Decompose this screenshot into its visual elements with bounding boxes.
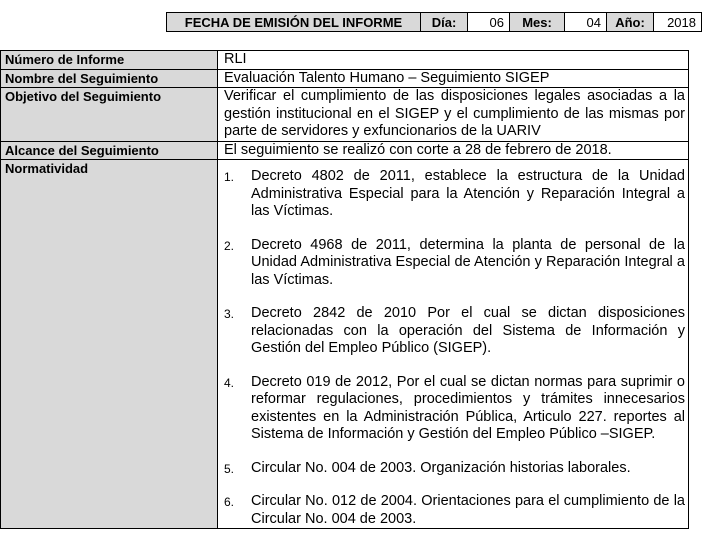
norms-cell — [218, 160, 689, 529]
objective-label: Objetivo del Seguimiento — [1, 88, 218, 142]
row-report-number — [1, 51, 689, 70]
norms-label: Normatividad — [1, 160, 218, 529]
month-label: Mes: — [510, 13, 565, 32]
day-value: 06 — [468, 13, 510, 32]
norm-number: 6. — [224, 495, 235, 509]
report-number-value: RLI — [218, 51, 689, 70]
norm-number: 1. — [224, 170, 235, 184]
day-label: Día: — [421, 13, 468, 32]
norm-number: 5. — [224, 461, 235, 476]
norm-item — [224, 305, 685, 358]
norm-text: Circular No. 012 de 2004. Orientaciones para el cumplimiento de la Circular No. 004 de 2003. — [251, 493, 685, 527]
year-label: Año: — [607, 13, 654, 32]
emission-date-title: FECHA DE EMISIÓN DEL INFORME — [167, 13, 421, 32]
month-value: 04 — [565, 13, 607, 32]
objective-value: Verificar el cumplimiento de las disposiciones legales asociadas a la gestión institucional en el SIGEP y el cumplimiento de las mismas por parte de servidores y exfuncionarios de la UARIV — [218, 88, 689, 142]
norm-item — [224, 493, 685, 528]
norm-number: 4. — [224, 375, 235, 390]
emission-date-strip — [166, 12, 702, 32]
followup-name-value: Evaluación Talento Humano – Seguimiento SIGEP — [218, 69, 689, 88]
followup-name-label: Nombre del Seguimiento — [1, 69, 218, 88]
scope-label: Alcance del Seguimiento — [1, 141, 218, 160]
norm-text: Decreto 2842 de 2010 Por el cual se dictan disposiciones relacionadas con la operación del Sistema de Información y Gestión del Empleo Público (SIGEP). — [251, 305, 685, 356]
norm-text: Decreto 019 de 2012, Por el cual se dictan normas para suprimir o reformar regulaciones, procedimientos y trámites innecesarios existentes en la Administración Pública, Articulo 227. reportes al Sistema de Información y Gestión del Empleo Público –SIGEP. — [251, 373, 685, 442]
norm-item — [224, 168, 685, 221]
norms-list — [224, 160, 685, 528]
row-norms — [1, 160, 689, 529]
norm-item — [224, 374, 685, 444]
row-objective — [1, 88, 689, 142]
norm-item — [224, 237, 685, 290]
report-info-table — [0, 50, 689, 529]
norm-text: Decreto 4968 de 2011, determina la planta de personal de la Unidad Administrativa Especial de Atención y Reparación Integral a las Víctimas. — [251, 236, 685, 288]
norm-number: 3. — [224, 307, 235, 321]
report-number-label: Número de Informe — [1, 51, 218, 70]
row-followup-name — [1, 69, 689, 88]
norm-item — [224, 460, 685, 478]
row-scope — [1, 141, 689, 160]
norm-text: Decreto 4802 de 2011, establece la estructura de la Unidad Administrativa Especial para la Atención y Reparación Integral a las Víctimas. — [251, 168, 685, 219]
norm-number: 2. — [224, 238, 235, 253]
year-value: 2018 — [654, 13, 702, 32]
scope-value: El seguimiento se realizó con corte a 28 de febrero de 2018. — [218, 141, 689, 160]
norm-text: Circular No. 004 de 2003. Organización historias laborales. — [251, 459, 631, 476]
